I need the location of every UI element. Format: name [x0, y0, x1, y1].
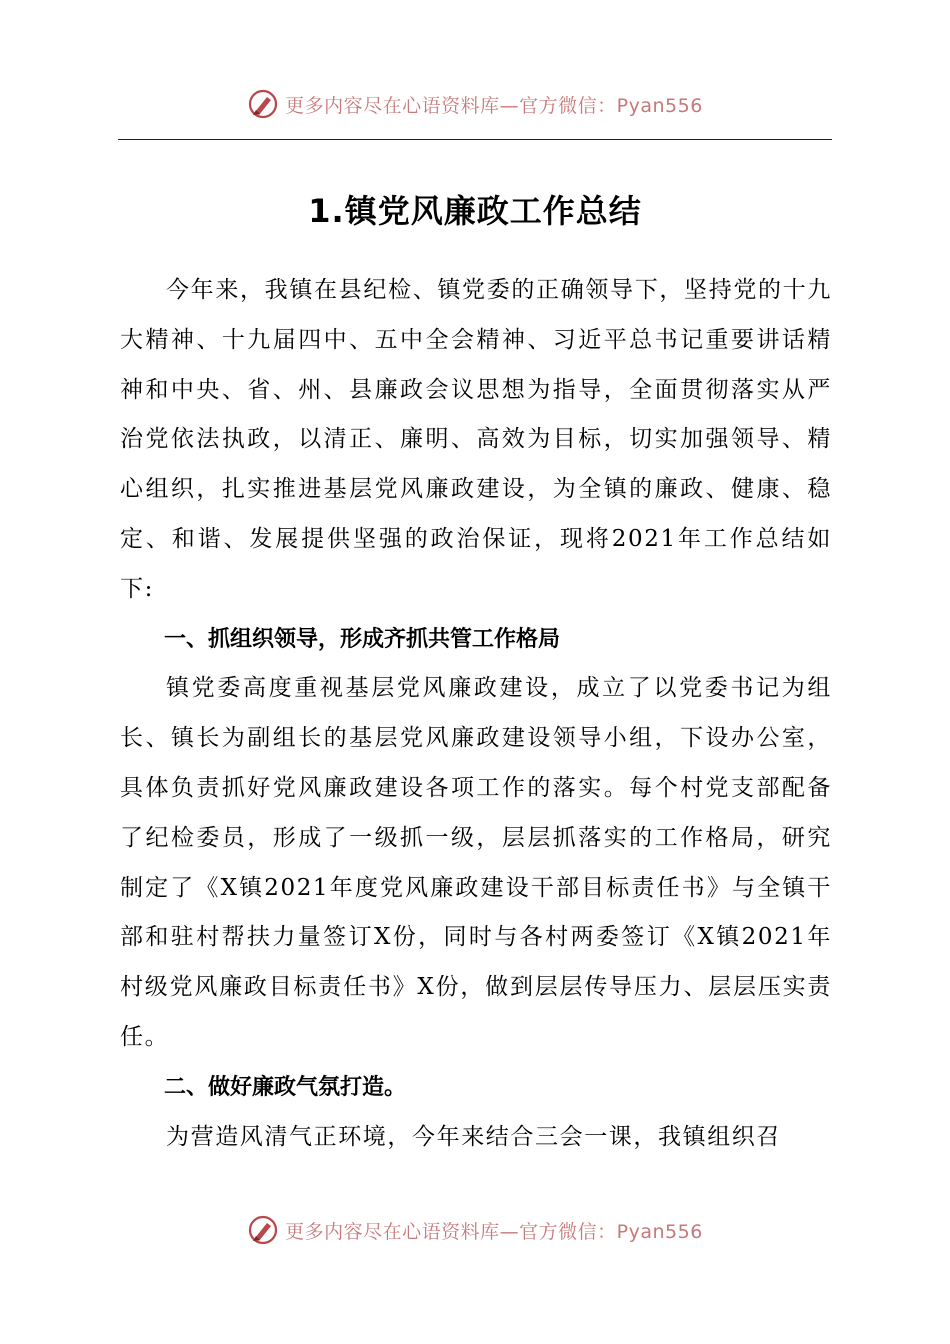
section-1-paragraph: 镇党委高度重视基层党风廉政建设，成立了以党委书记为组长、镇长为副组长的基层党风廉政建设领导小组，下设办公室，具体负责抓好党风廉政建设各项工作的落实。每个村党支部配备了纪检委员，形成了一级抓一级，层层抓落实的工作格局，研究制定了《X镇2021年度党风廉政建设干部目标责任书》与全镇干部和驻村帮扶力量签订X份，同时与各村两委签订《X镇2021年村级党风廉政目标责任书》X份，做到层层传导压力、层层压实责任。	[120, 675, 832, 1050]
watermark-wechat: 官方微信：Pyan556	[519, 94, 703, 117]
pen-nib-logo-icon	[247, 88, 279, 120]
header-divider	[118, 139, 832, 140]
intro-paragraph: 今年来，我镇在县纪检、镇党委的正确领导下，坚持党的十九大精神、十九届四中、五中全会精神、习近平总书记重要讲话精神和中央、省、州、县廉政会议思想为指导，全面贯彻落实从严治党依法执政，以清正、廉明、高效为目标，切实加强领导、精心组织，扎实推进基层党风廉政建设，为全镇的廉政、健康、稳定、和谐、发展提供坚强的政治保证，现将2021年工作总结如下:	[120, 277, 832, 602]
section-2-heading: 二、做好廉政气氛打造。	[164, 1074, 407, 1100]
section-2-paragraph: 为营造风清气正环境，今年来结合三会一课，我镇组织召	[166, 1123, 781, 1150]
footer-watermark	[0, 1212, 950, 1248]
section-1-heading: 一、抓组织领导，形成齐抓共管工作格局	[164, 626, 561, 652]
document-body	[120, 266, 832, 1162]
header-watermark	[0, 86, 950, 122]
watermark-wechat: 官方微信：Pyan556	[519, 1220, 703, 1243]
watermark-text: 更多内容尽在心语资料库—官方微信：Pyan556	[285, 1220, 703, 1243]
watermark-text: 更多内容尽在心语资料库—官方微信：Pyan556	[285, 94, 703, 117]
document-title: 1.镇党风廉政工作总结	[308, 192, 642, 230]
pen-nib-logo-icon	[247, 1214, 279, 1246]
